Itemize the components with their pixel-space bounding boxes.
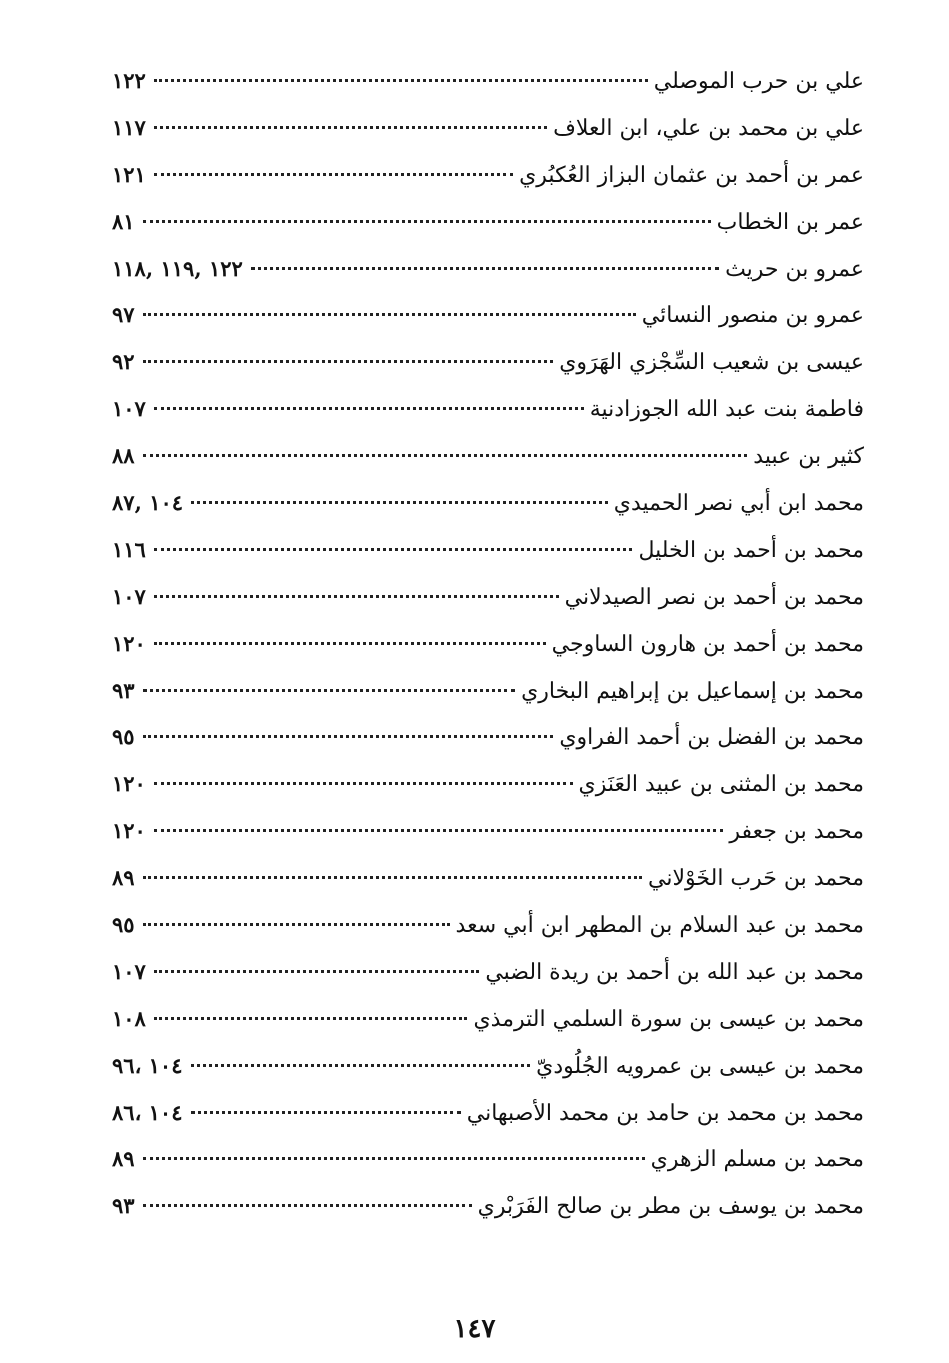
dot-leader <box>143 220 711 223</box>
entry-pages: ١١٦ <box>112 536 146 562</box>
dot-leader <box>154 1017 468 1020</box>
entry-pages: ١٢٢ ,١١٩ ,١١٨ <box>112 255 243 281</box>
entry-pages: ٩٥ <box>112 912 135 938</box>
entry-name: علي بن حرب الموصلي <box>653 69 864 94</box>
entry-pages: ٩٢ <box>112 349 135 375</box>
entry-name: محمد بن يوسف بن مطر بن صالح الفَرَبْري <box>477 1194 864 1220</box>
entry-pages: ١٠٨ <box>112 1005 146 1031</box>
entry-name: علي بن محمد بن علي، ابن العلاف <box>553 115 864 141</box>
dot-leader <box>251 267 719 270</box>
entry-name: عيسى بن شعيب السِّجْزي الهَرَوي <box>559 350 864 376</box>
entry-name: محمد بن أحمد بن الخليل <box>638 537 864 563</box>
dot-leader <box>143 689 516 692</box>
entry-pages: ٩٣ <box>112 677 135 703</box>
dot-leader <box>191 1111 461 1114</box>
entry-name: عمر بن أحمد بن عثمان البزاز العُكبُري <box>519 162 864 188</box>
entry-pages: ٨٩ <box>112 865 135 891</box>
dot-leader <box>154 829 724 832</box>
entry-pages: ١٢٠ <box>112 818 146 844</box>
dot-leader <box>143 735 554 738</box>
index-entry <box>112 527 864 574</box>
index-entry <box>112 1043 864 1090</box>
entry-name: محمد بن عبد السلام بن المطهر ابن أبي سعد <box>455 913 864 939</box>
entry-pages: ١١٧ <box>112 114 146 140</box>
entry-name: محمد بن إسماعيل بن إبراهيم البخاري <box>521 678 864 704</box>
entry-pages: ١٢٢ <box>112 68 146 93</box>
entry-name: محمد بن عيسى بن عمرويه الجُلُوديّ <box>536 1053 864 1079</box>
index-entry <box>112 1183 864 1230</box>
index-entry <box>112 386 864 433</box>
entry-name: محمد بن محمد بن حامد بن محمد الأصبهاني <box>466 1100 864 1126</box>
index-entry <box>112 1090 864 1137</box>
index-entry <box>112 292 864 339</box>
name-index-list <box>112 58 864 1230</box>
entry-pages: ١٠٧ <box>112 958 146 984</box>
entry-pages: ١٢٠ <box>112 771 146 797</box>
dot-leader <box>143 923 450 926</box>
index-entry <box>112 433 864 480</box>
dot-leader <box>154 782 573 785</box>
index-entry <box>112 58 864 105</box>
entry-name: محمد بن المثنى بن عبيد العَنَزي <box>578 772 864 798</box>
dot-leader <box>154 79 648 82</box>
dot-leader <box>154 173 513 176</box>
entry-name: كثير بن عبيد <box>753 444 864 470</box>
dot-leader <box>191 1064 531 1067</box>
index-entry <box>112 105 864 152</box>
dot-leader <box>143 313 636 316</box>
entry-pages: ٨١ <box>112 208 135 234</box>
dot-leader <box>143 1157 645 1160</box>
dot-leader <box>143 1204 472 1207</box>
dot-leader <box>154 407 584 410</box>
entry-pages: ١٢١ <box>112 161 146 187</box>
entry-pages: ١٠٧ <box>112 396 146 422</box>
entry-name: محمد بن حَرب الخَوْلاني <box>648 866 864 892</box>
index-entry <box>112 902 864 949</box>
entry-pages: ١٠٧ <box>112 583 146 609</box>
index-entry <box>112 761 864 808</box>
dot-leader <box>154 548 633 551</box>
entry-name: محمد بن جعفر <box>729 819 864 845</box>
entry-name: محمد بن عبد الله بن أحمد بن ريدة الضبي <box>485 959 864 985</box>
entry-name: محمد بن أحمد بن هارون الساوجي <box>551 631 864 657</box>
dot-leader <box>154 642 546 645</box>
entry-name: عمرو بن حريث <box>725 256 864 282</box>
entry-name: عمرو بن منصور النسائي <box>641 303 864 329</box>
dot-leader <box>191 501 608 504</box>
entry-name: محمد بن الفضل بن أحمد الفراوي <box>559 725 864 751</box>
entry-pages: ٩٣ <box>112 1193 135 1219</box>
index-entry <box>112 152 864 199</box>
dot-leader <box>143 876 642 879</box>
index-entry <box>112 855 864 902</box>
page-number: ١٤٧ <box>453 1314 496 1344</box>
entry-pages: ٨٨ <box>112 443 135 469</box>
entry-pages: ١٠٤ ،٨٦ <box>112 1099 183 1125</box>
entry-pages: ١٠٤ ,٨٧ <box>112 490 184 516</box>
dot-leader <box>143 360 554 363</box>
index-entry <box>112 480 864 527</box>
index-entry <box>112 199 864 246</box>
index-entry <box>112 246 864 293</box>
entry-name: محمد ابن أبي نصر الحميدي <box>613 491 864 517</box>
entry-name: عمر بن الخطاب <box>716 209 864 235</box>
entry-pages: ١٢٠ <box>112 630 146 656</box>
index-entry <box>112 996 864 1043</box>
dot-leader <box>154 126 547 129</box>
dot-leader <box>154 970 479 973</box>
entry-pages: ٩٧ <box>112 302 135 328</box>
entry-name: محمد بن عيسى بن سورة السلمي الترمذي <box>473 1006 864 1032</box>
entry-pages: ٩٥ <box>112 724 135 750</box>
entry-name: محمد بن مسلم الزهري <box>650 1147 864 1173</box>
dot-leader <box>143 454 748 457</box>
index-entry <box>112 714 864 761</box>
index-entry <box>112 621 864 668</box>
index-entry <box>112 1136 864 1183</box>
entry-pages: ١٠٤ ،٩٦ <box>112 1052 183 1078</box>
entry-name: محمد بن أحمد بن نصر الصيدلاني <box>564 584 864 610</box>
index-entry <box>112 949 864 996</box>
entry-pages: ٨٩ <box>112 1146 135 1172</box>
index-entry <box>112 339 864 386</box>
dot-leader <box>154 595 559 598</box>
entry-name: فاطمة بنت عبد الله الجوزادنية <box>589 397 864 423</box>
index-entry <box>112 668 864 715</box>
index-entry <box>112 574 864 621</box>
index-entry <box>112 808 864 855</box>
